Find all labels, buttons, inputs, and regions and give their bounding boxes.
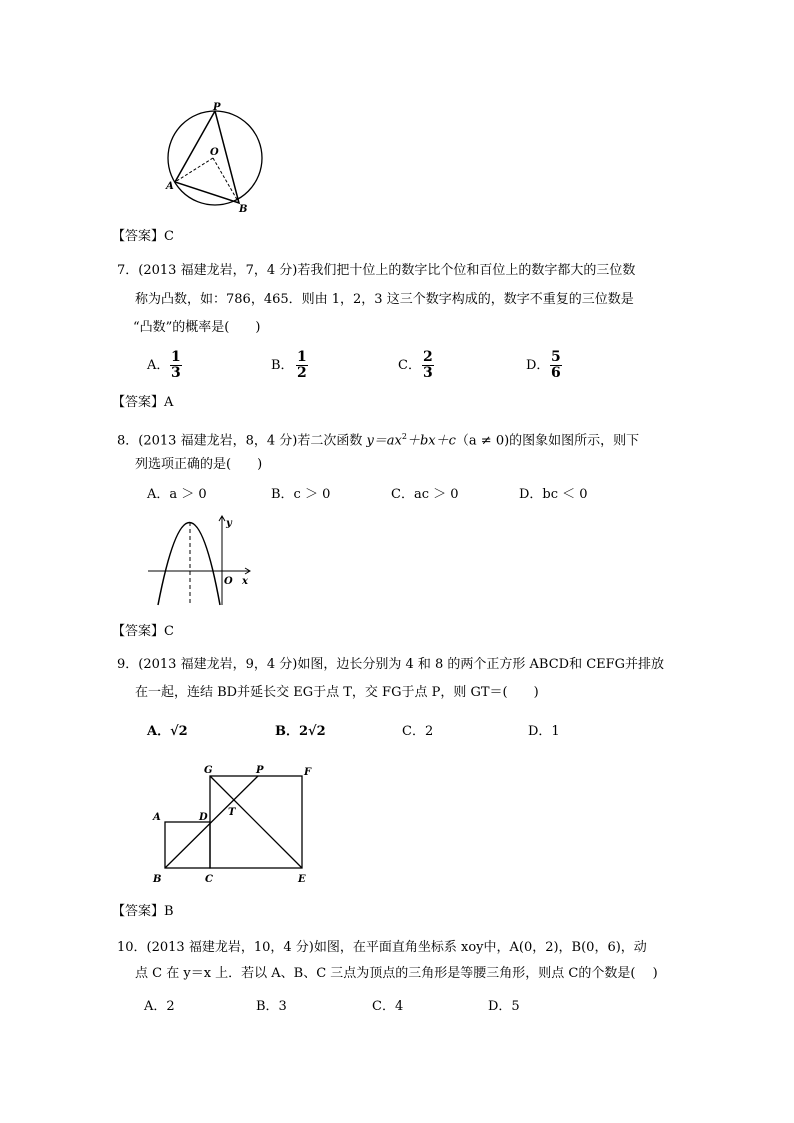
- circle-triangle-figure: [155, 98, 275, 218]
- option-d: D．5: [488, 999, 520, 1014]
- label-a: A: [166, 181, 174, 192]
- q7-line2: 称为凸数，如：786，465．则由 1，2，3 这三个数字构成的，数字不重复的三位数是: [135, 292, 634, 307]
- option-a: A．2: [144, 999, 175, 1014]
- answer-label: 【答案】: [112, 229, 165, 244]
- answer-value: A: [164, 395, 174, 410]
- option-a-fraction: [170, 350, 182, 381]
- answer-value: C: [164, 624, 174, 639]
- q8-line2: 列选项正确的是( ): [135, 457, 263, 472]
- question-text: (2013 福建龙岩，9，4 分)如图，边长分别为 4 和 8 的两个正方形 ABCD和 CEFG并排放: [138, 657, 665, 672]
- q8-line1: [117, 429, 639, 449]
- option-d-fraction: [550, 350, 562, 381]
- label-p: P: [256, 765, 264, 776]
- label-o: O: [210, 147, 219, 158]
- q9-line1: [117, 657, 664, 673]
- option-label: A．: [147, 358, 170, 373]
- q7-line3: “凸数”的概率是( ): [133, 320, 261, 335]
- answer-q9: [112, 904, 174, 920]
- option-label: D．: [526, 358, 550, 373]
- denominator: 2: [297, 365, 307, 381]
- label-b: B: [153, 874, 162, 885]
- label-e: E: [298, 874, 306, 885]
- label-c: C: [205, 874, 213, 885]
- question-number: 7．: [117, 263, 139, 278]
- q7-line1: [117, 263, 635, 279]
- answer-label: 【答案】: [112, 624, 165, 639]
- origin-label: O: [224, 576, 233, 587]
- option-label: C．: [398, 358, 421, 373]
- numerator: 1: [171, 349, 181, 365]
- question-text: (2013 福建龙岩，10，4 分)如图，在平面直角坐标系 xoy中，A(0，2)，B(0，6)，动: [146, 940, 647, 955]
- question-number: 8．: [117, 433, 139, 449]
- question-text: (2013 福建龙岩，8，4 分)若二次函数: [138, 433, 367, 449]
- option-label: B．: [271, 358, 294, 373]
- parabola-graph: [145, 510, 255, 610]
- option-b-fraction: [296, 350, 308, 381]
- answer-q6: [112, 229, 174, 245]
- question-number: 10．: [117, 940, 147, 955]
- label-d: D: [199, 812, 208, 823]
- denominator: 3: [171, 365, 181, 381]
- option-b: B．2√2: [275, 724, 326, 739]
- answer-q7: [112, 395, 173, 411]
- squares-figure: [145, 757, 315, 887]
- option-c: C．ac ＞ 0: [391, 487, 459, 502]
- label-p: P: [213, 102, 221, 113]
- q10-line1: [117, 940, 647, 956]
- option-c-fraction: [422, 350, 434, 381]
- exponent: 2: [401, 432, 407, 441]
- numerator: 1: [297, 349, 307, 365]
- denominator: 3: [423, 365, 433, 381]
- option-b: B．c ＞ 0: [271, 487, 331, 502]
- label-t: T: [228, 807, 236, 818]
- label-g: G: [204, 765, 213, 776]
- q9-line2: 在一起，连结 BD并延长交 EG于点 T，交 FG于点 P，则 GT＝( ): [135, 685, 539, 700]
- label-a: A: [153, 812, 161, 823]
- label-f: F: [304, 767, 312, 778]
- option-b: B．3: [256, 999, 287, 1014]
- answer-label: 【答案】: [112, 395, 165, 410]
- x-axis-label: x: [242, 576, 248, 587]
- answer-label: 【答案】: [112, 904, 165, 919]
- q10-line2: 点 C 在 y＝x 上．若以 A、B、C 三点为顶点的三角形是等腰三角形，则点 C的个数是( ): [135, 966, 658, 981]
- label-b: B: [239, 204, 248, 215]
- option-d: D．bc ＜ 0: [519, 487, 588, 502]
- numerator: 2: [423, 349, 433, 365]
- answer-q8: [112, 624, 174, 640]
- option-c: C．2: [402, 724, 434, 739]
- answer-value: C: [164, 229, 174, 244]
- question-number: 9．: [117, 657, 139, 672]
- y-axis-label: y: [226, 518, 232, 529]
- option-c: C．4: [372, 999, 404, 1014]
- question-text: (2013 福建龙岩，7，4 分)若我们把十位上的数字比个位和百位上的数字都大的三位数: [138, 263, 636, 278]
- answer-value: B: [164, 904, 174, 919]
- option-a: A．√2: [147, 724, 188, 739]
- option-d: D．1: [528, 724, 560, 739]
- formula: y＝ax: [366, 433, 402, 449]
- question-text: （a ≠ 0)的图象如图所示，则下: [455, 433, 640, 449]
- denominator: 6: [551, 365, 561, 381]
- formula: ＋bx＋c: [406, 433, 456, 449]
- numerator: 5: [551, 349, 561, 365]
- option-a: A．a ＞ 0: [147, 487, 207, 502]
